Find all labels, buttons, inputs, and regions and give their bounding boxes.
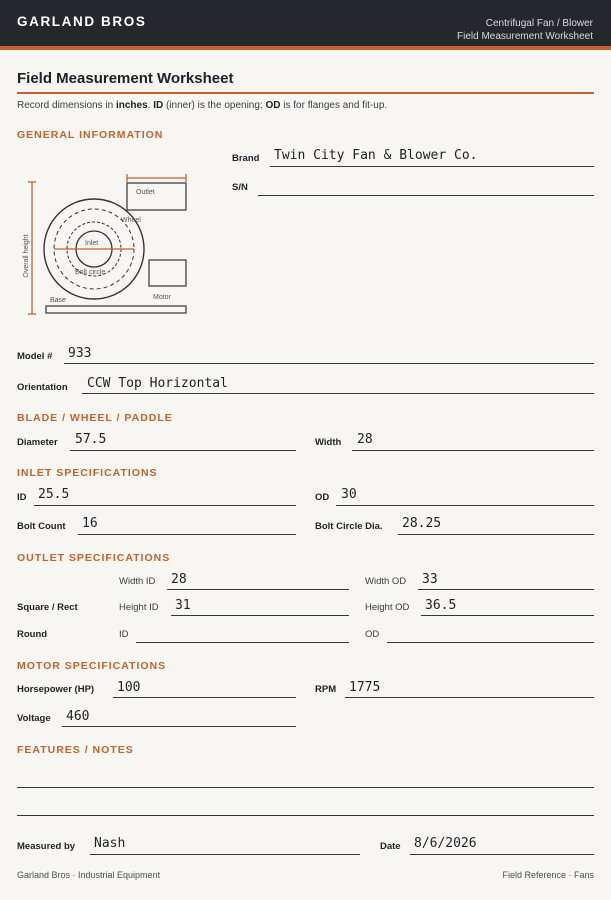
- header-line-2: Field Measurement Worksheet: [457, 31, 593, 42]
- height-od-underline: [421, 615, 594, 616]
- orientation-underline: [82, 393, 594, 394]
- height-od-label: Height OD: [365, 602, 410, 613]
- date-label: Date: [380, 841, 401, 852]
- date-underline: [410, 854, 594, 855]
- inlet-id-underline: [34, 505, 296, 506]
- header-line-1: Centrifugal Fan / Blower: [485, 18, 593, 29]
- intro-text: Record dimensions in inches. ID (inner) is the opening; OD is for flanges and fit-up.: [17, 100, 388, 111]
- bolt-count-field[interactable]: 16: [82, 516, 98, 531]
- round-id-underline: [136, 642, 349, 643]
- inlet-od-label: OD: [315, 492, 330, 503]
- width-label: Width: [315, 437, 342, 448]
- round-od-underline: [387, 642, 594, 643]
- inlet-od-underline: [336, 505, 594, 506]
- bolt-count-label: Bolt Count: [17, 521, 66, 532]
- orientation-field[interactable]: CCW Top Horizontal: [87, 376, 228, 391]
- section-outlet-heading: OUTLET SPECIFICATIONS: [17, 552, 171, 564]
- diameter-label: Diameter: [17, 437, 58, 448]
- brand-underline: [270, 166, 594, 167]
- inlet-id-label: ID: [17, 492, 27, 503]
- motor-shape: [149, 260, 186, 286]
- inlet-label: Inlet: [85, 240, 99, 247]
- model-underline: [64, 363, 594, 364]
- notes-line-1[interactable]: [17, 787, 594, 788]
- title-rule: [17, 92, 594, 94]
- measured-by-underline: [90, 854, 360, 855]
- date-field[interactable]: 8/6/2026: [414, 836, 477, 851]
- rpm-field[interactable]: 1775: [349, 680, 381, 695]
- width-id-label: Width ID: [119, 576, 156, 587]
- sn-underline: [258, 195, 594, 196]
- height-id-underline: [171, 615, 349, 616]
- bolt-circle-dia-underline: [398, 534, 594, 535]
- model-field[interactable]: 933: [68, 346, 92, 361]
- round-od-label: OD: [365, 629, 380, 640]
- model-label: Model #: [17, 351, 53, 362]
- width-od-field[interactable]: 33: [422, 572, 438, 587]
- height-od-field[interactable]: 36.5: [425, 598, 457, 613]
- brand-logo: GARLAND BROS: [17, 14, 147, 29]
- width-od-underline: [418, 589, 594, 590]
- header-subtitle: [457, 17, 593, 43]
- bolt-count-underline: [78, 534, 296, 535]
- square-rect-label: Square / Rect: [17, 602, 78, 613]
- brand-field[interactable]: Twin City Fan & Blower Co.: [274, 148, 478, 163]
- measured-by-label: Measured by: [17, 841, 76, 852]
- section-motor-heading: MOTOR SPECIFICATIONS: [17, 660, 167, 672]
- diameter-field[interactable]: 57.5: [75, 432, 107, 447]
- footer-left: Garland Bros · Industrial Equipment: [17, 870, 161, 880]
- round-label: Round: [17, 629, 48, 640]
- section-features-heading: FEATURES / NOTES: [17, 744, 134, 756]
- header-bar: [0, 0, 611, 50]
- notes-line-2[interactable]: [17, 815, 594, 816]
- sn-label: S/N: [232, 182, 248, 193]
- height-id-label: Height ID: [119, 602, 159, 613]
- footer-right: Field Reference · Fans: [502, 870, 594, 880]
- hp-underline: [113, 697, 296, 698]
- height-label: Overall height: [23, 234, 30, 278]
- wheel-label: Wheel: [121, 217, 141, 224]
- bolt-circle-label: Bolt circle: [75, 269, 106, 276]
- section-general-heading: GENERAL INFORMATION: [17, 129, 164, 141]
- rpm-label: RPM: [315, 684, 337, 695]
- voltage-field[interactable]: 460: [66, 709, 90, 724]
- width-underline: [352, 450, 594, 451]
- base-label: Base: [50, 297, 66, 304]
- hp-field[interactable]: 100: [117, 680, 141, 695]
- voltage-label: Voltage: [17, 713, 51, 724]
- outlet-label: Outlet: [136, 189, 155, 196]
- height-id-field[interactable]: 31: [175, 598, 191, 613]
- outlet-shape: [127, 183, 186, 210]
- inlet-od-field[interactable]: 30: [341, 487, 357, 502]
- bolt-circle-dia-field[interactable]: 28.25: [402, 516, 442, 531]
- page-title: Field Measurement Worksheet: [17, 70, 234, 87]
- round-id-label: ID: [119, 629, 129, 640]
- hp-label: Horsepower (HP): [17, 684, 95, 695]
- base-shape: [46, 306, 186, 313]
- brand-label: Brand: [232, 153, 260, 164]
- rpm-underline: [345, 697, 594, 698]
- inlet-id-field[interactable]: 25.5: [38, 487, 70, 502]
- motor-label: Motor: [153, 294, 171, 301]
- section-blade-heading: BLADE / WHEEL / PADDLE: [17, 412, 173, 424]
- width-field[interactable]: 28: [357, 432, 373, 447]
- measured-by-field[interactable]: Nash: [94, 836, 126, 851]
- orientation-label: Orientation: [17, 382, 68, 393]
- width-id-field[interactable]: 28: [171, 572, 187, 587]
- section-inlet-heading: INLET SPECIFICATIONS: [17, 467, 158, 479]
- voltage-underline: [62, 726, 296, 727]
- bolt-circle-dia-label: Bolt Circle Dia.: [315, 521, 383, 532]
- width-od-label: Width OD: [365, 576, 407, 587]
- width-id-underline: [167, 589, 349, 590]
- diameter-underline: [70, 450, 296, 451]
- fan-diagram: [17, 172, 197, 320]
